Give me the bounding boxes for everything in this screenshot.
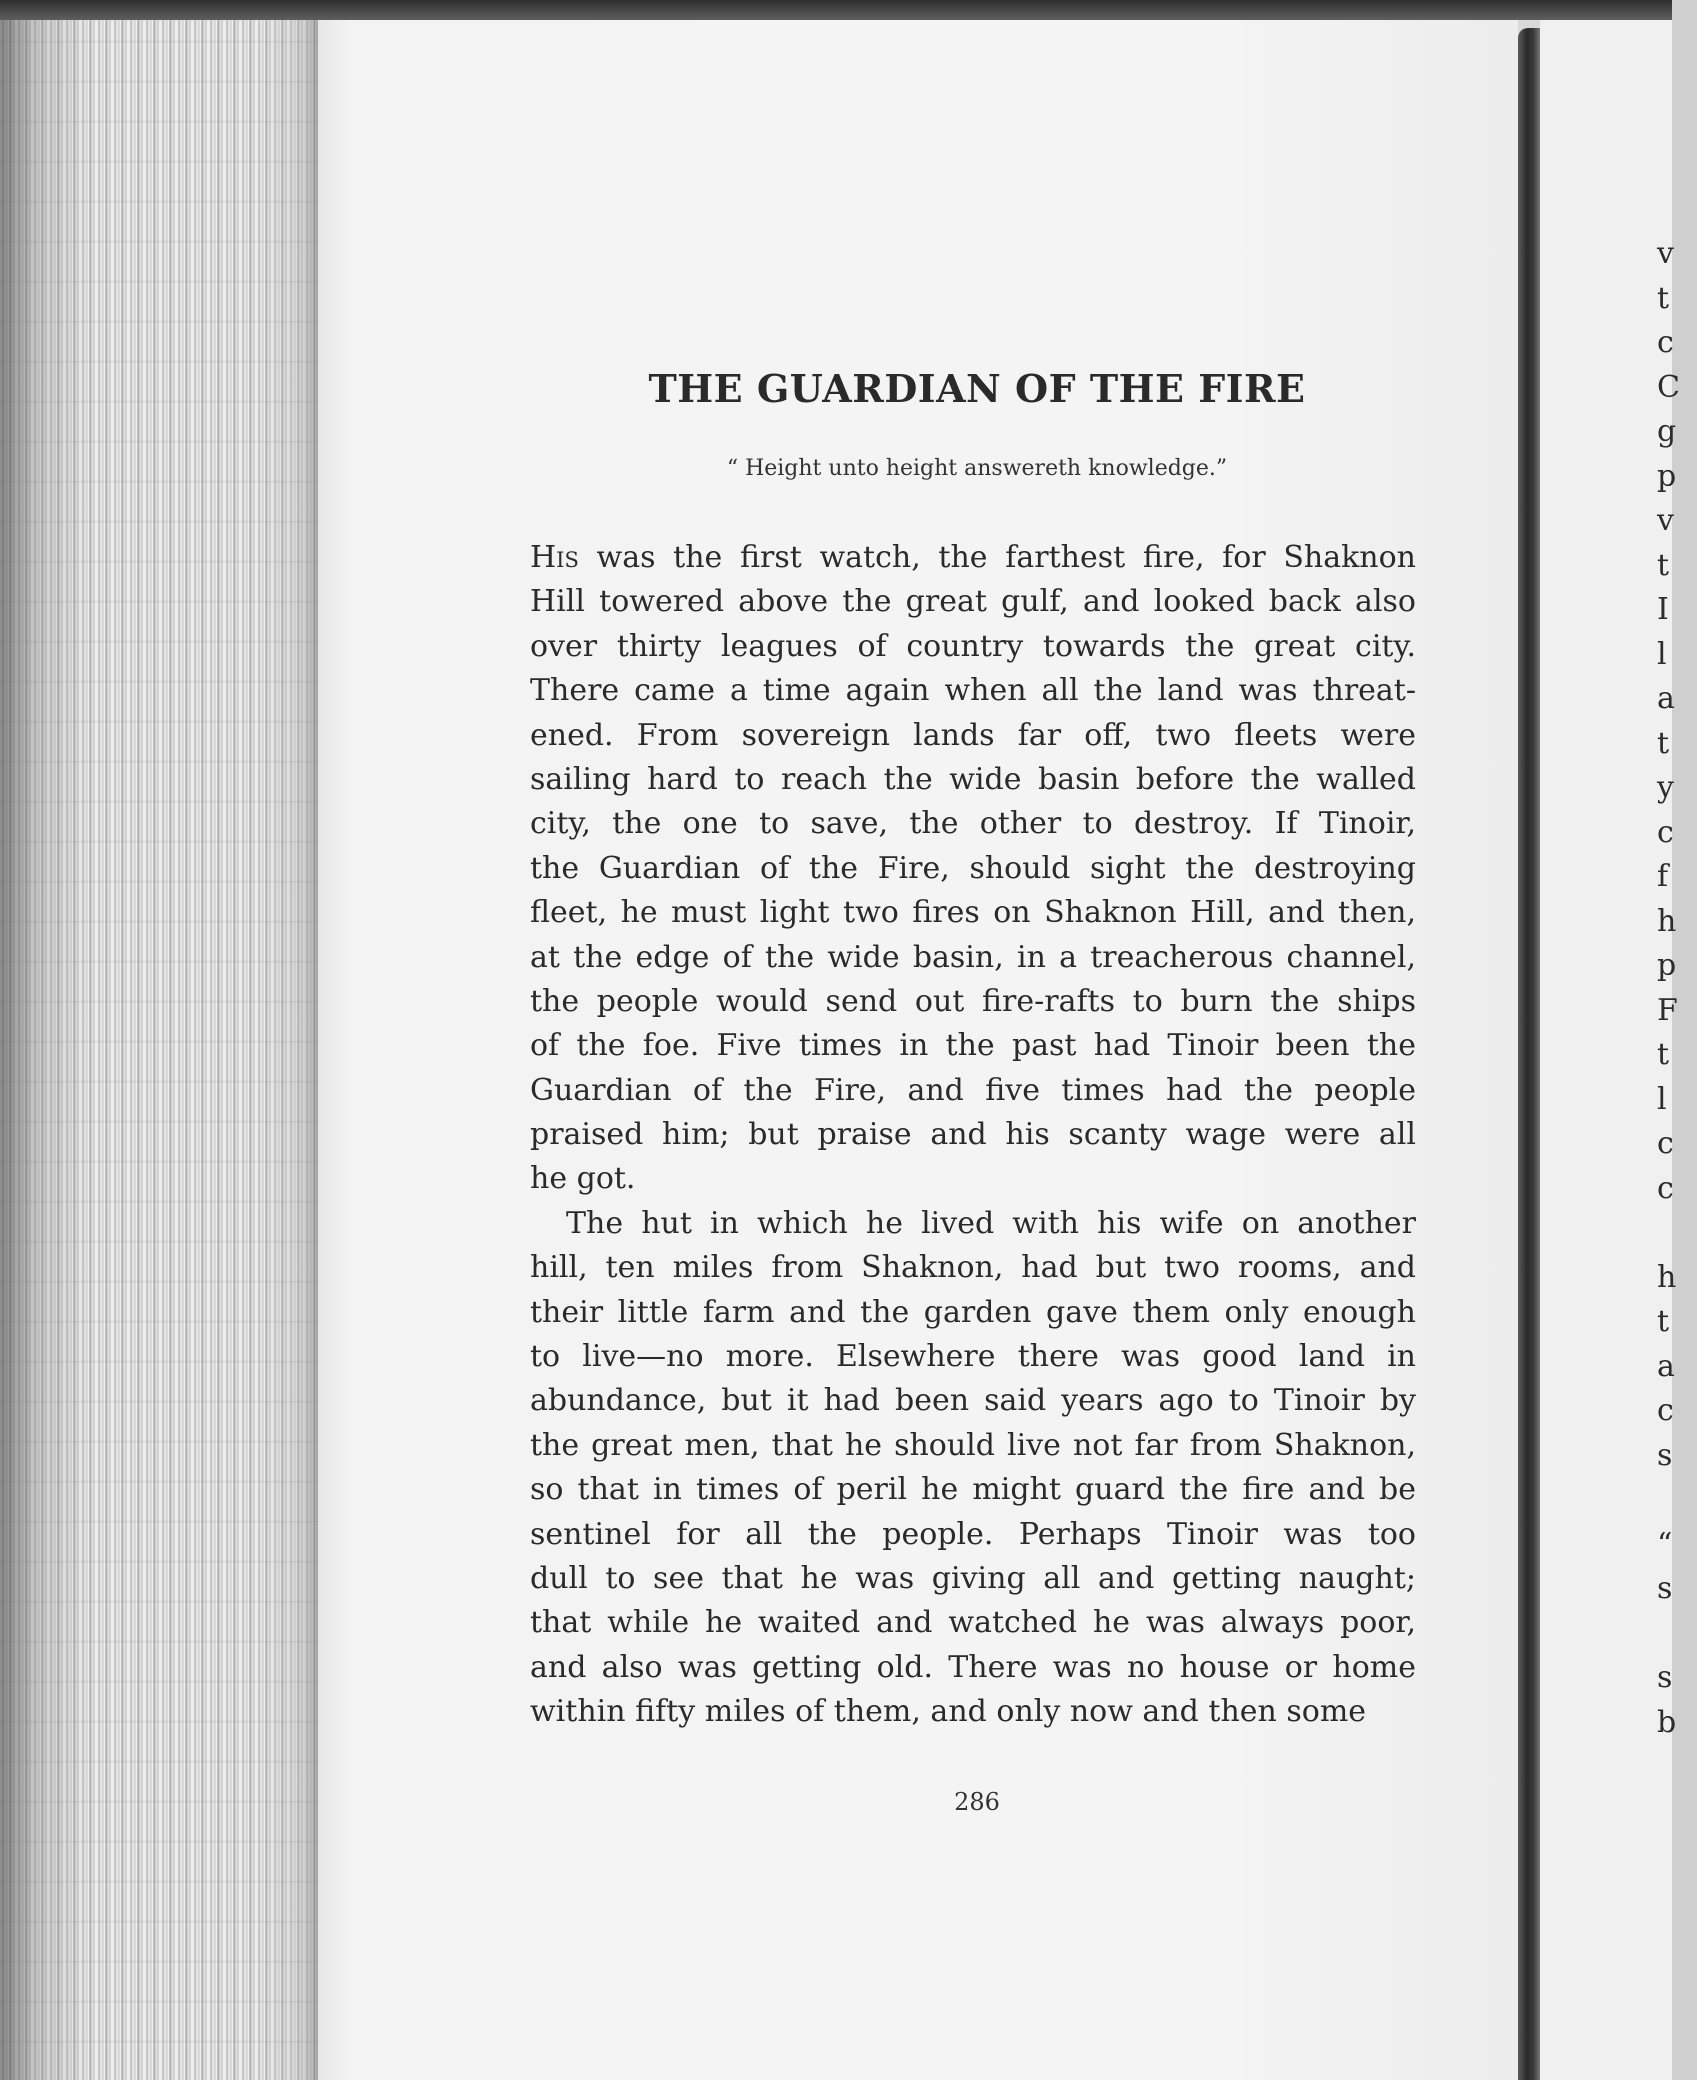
facing-letter: f: [1657, 859, 1669, 894]
facing-letter: [1657, 1612, 1697, 1657]
facing-letter: b: [1657, 1704, 1677, 1740]
text-line: sentinel for all the people. Perhaps Tinoir was too: [530, 1516, 1416, 1552]
facing-letter: s: [1657, 1660, 1673, 1695]
facing-letter: l: [1657, 1081, 1667, 1117]
facing-letter: y: [1657, 770, 1674, 805]
page-fore-edge: [0, 20, 318, 2080]
facing-letter: [1657, 1211, 1697, 1256]
text-line: and also was getting old. There was no house or home: [530, 1649, 1416, 1685]
facing-letter: c: [1657, 814, 1674, 850]
text-line: city, the one to save, the other to destroy. If Tinoir,: [530, 806, 1416, 842]
text-line: sailing hard to reach the wide basin before the walled: [530, 761, 1416, 797]
facing-letter: “: [1657, 1526, 1673, 1562]
text-line: their little farm and the garden gave them only enough: [530, 1294, 1416, 1330]
text-line: Guardian of the Fire, and five times had the people: [530, 1072, 1416, 1108]
facing-letter: t: [1657, 1304, 1670, 1339]
facing-letter: [1657, 1478, 1697, 1523]
text-line: fleet, he must light two fires on Shaknon Hill, and then,: [530, 895, 1416, 931]
facing-letter: a: [1657, 681, 1675, 716]
facing-letter: t: [1657, 547, 1670, 583]
facing-letter: s: [1657, 1437, 1673, 1473]
facing-page: [1540, 20, 1672, 2080]
facing-letter: F: [1657, 992, 1678, 1028]
facing-letter: l: [1657, 636, 1667, 672]
text-line: dull to see that he was giving all and getting naught;: [530, 1560, 1416, 1596]
text-line: that while he waited and watched he was always poor,: [530, 1605, 1416, 1641]
text-line: praised him; but praise and his scanty wage were all: [530, 1117, 1416, 1153]
text-line: the great men, that he should live not far from Shaknon,: [530, 1427, 1416, 1463]
text-line: the people would send out fire-rafts to burn the ships: [530, 983, 1416, 1019]
scanner-top-edge: [0, 0, 1672, 20]
text-line: within fifty miles of them, and only now and then some: [530, 1694, 1367, 1730]
facing-letter: a: [1657, 1348, 1675, 1384]
facing-letter: v: [1657, 503, 1674, 538]
text-line: His was the first watch, the farthest fire, for Shaknon: [530, 540, 1416, 575]
facing-letter: t: [1657, 1037, 1670, 1072]
body-text: [530, 536, 1416, 1735]
text-line: abundance, but it had been said years ago to Tinoir by: [530, 1383, 1416, 1419]
facing-letter: C: [1657, 369, 1680, 405]
text-line: The hut in which he lived with his wife on another: [566, 1205, 1416, 1241]
facing-letter: s: [1657, 1571, 1673, 1606]
facing-letter: p: [1657, 948, 1677, 983]
facing-letter: v: [1657, 236, 1674, 271]
text-line: at the edge of the wide basin, in a treacherous channel,: [530, 939, 1416, 975]
paragraph: [530, 536, 1416, 1202]
text-line: Hill towered above the great gulf, and looked back also: [530, 584, 1416, 620]
text-line: over thirty leagues of country towards the great city.: [530, 628, 1416, 664]
page-number: 286: [954, 1788, 1000, 1816]
book-gutter: [1518, 28, 1540, 2080]
facing-letter: c: [1657, 1126, 1674, 1161]
facing-page-text-fragment: [1657, 232, 1697, 1745]
text-line: to live—no more. Elsewhere there was good land in: [530, 1339, 1416, 1375]
text-line: ened. From sovereign lands far off, two fleets were: [530, 717, 1416, 753]
facing-letter: t: [1657, 725, 1670, 761]
facing-letter: h: [1657, 1259, 1677, 1295]
facing-letter: I: [1657, 592, 1669, 627]
epigraph: “ Height unto height answereth knowledge.”: [726, 456, 1228, 481]
text-line: of the foe. Five times in the past had Tinoir been the: [530, 1028, 1416, 1064]
text-line: the Guardian of the Fire, should sight the destroying: [530, 850, 1416, 886]
facing-letter: p: [1657, 458, 1677, 494]
facing-letter: g: [1657, 414, 1677, 449]
facing-letter: c: [1657, 325, 1674, 360]
facing-letter: h: [1657, 903, 1677, 939]
paragraph: [530, 1202, 1416, 1735]
facing-letter: t: [1657, 280, 1670, 316]
text-line: hill, ten miles from Shaknon, had but two rooms, and: [530, 1250, 1416, 1286]
chapter-heading: THE GUARDIAN OF THE FIRE: [648, 366, 1306, 411]
text-line: There came a time again when all the land was threat-: [530, 673, 1416, 709]
facing-letter: c: [1657, 1170, 1674, 1206]
facing-letter: c: [1657, 1393, 1674, 1428]
text-line: he got.: [530, 1161, 636, 1197]
text-line: so that in times of peril he might guard the fire and be: [530, 1472, 1416, 1508]
